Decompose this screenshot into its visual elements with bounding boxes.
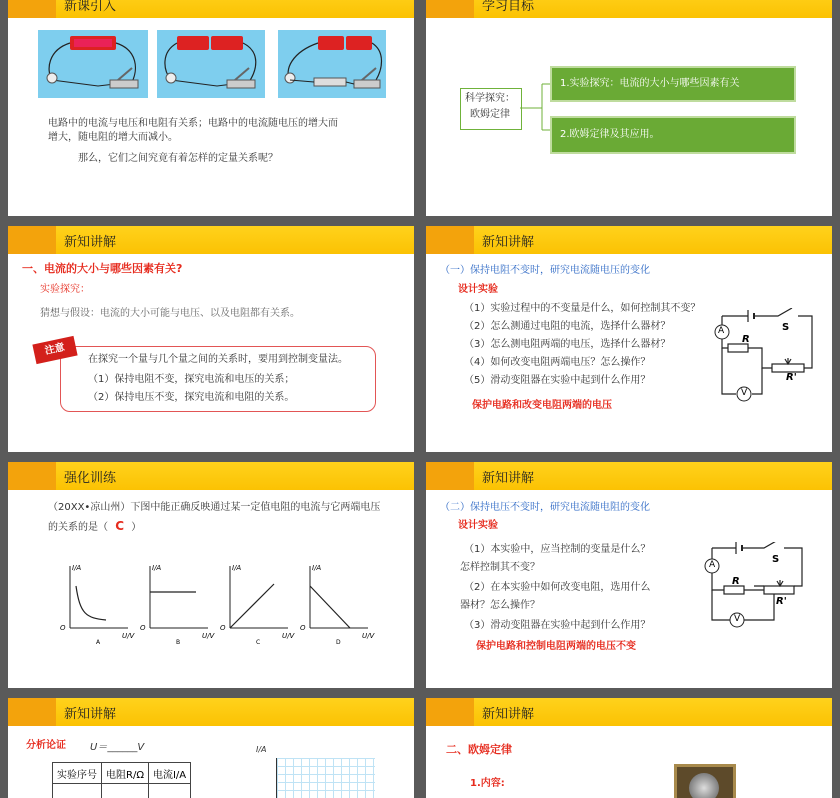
question-line-1: （20XX•凉山州）下图中能正确反映通过某一定值电阻的电流与它两端电压 [48,500,380,516]
table-cell [53,784,102,798]
slide-title: 强化训练 [64,467,116,486]
rheostat-label: R' [776,596,787,607]
graph-origin: O [140,624,146,632]
graph-y-label: I/A [232,564,241,572]
slide-header [426,226,832,254]
hypothesis-text: 猜想与假设：电流的大小可能与电压、以及电阻都有关系。 [40,306,300,322]
question-3: （3）怎么测电阻两端的电压，选择什么器材？ [464,337,670,353]
slide-title: 新知讲解 [482,703,534,722]
question-1: （1）实验过程中的不变量是什么，如何控制其不变？ [464,301,700,317]
question-4: （4）如何改变电阻两端电压？怎么操作？ [464,355,650,371]
question-2b: 器材？怎么操作？ [460,598,540,614]
circuit-photo-3 [278,30,386,98]
graph-grid [276,758,375,798]
slide-2[interactable] [426,0,832,216]
question-2a: （2）在本实验中如何改变电阻，选用什么 [464,580,650,596]
slide-6[interactable] [426,462,832,688]
header-tab [8,698,56,726]
graph-x-label: U/V [362,632,375,640]
table-cell [148,784,190,798]
circuit-photo-2 [157,30,265,98]
circuit-diagram [702,542,812,636]
circuit-photo-1-graphic [38,30,148,98]
question-1b: 怎样控制其不变？ [460,560,540,576]
graph-y-label: I/A [312,564,321,572]
intro-line-1: 电路中的电流与电压和电阻有关系；电路中的电流随电压的增大而 [48,116,338,132]
question-5: （5）滑动变阻器在实验中起到什么作用？ [464,373,650,389]
slide-header [426,698,832,726]
switch-label: S [772,554,779,565]
slide-header [8,698,414,726]
header-tab [426,462,474,490]
slide-header [426,462,832,490]
subsection-heading: （一）保持电阻不变时，研究电流随电压的变化 [440,263,650,279]
question-1a: （1）本实验中，应当控制的变量是什么？ [464,542,650,558]
circuit-photo-2-graphic [157,30,265,98]
design-label: 设计实验 [458,518,498,534]
graph-curve [230,584,274,628]
content-label: 1.内容: [470,776,505,792]
question-prefix: 的关系的是（ [48,522,108,533]
portrait-image [689,773,719,798]
graph-x-label: U/V [202,632,215,640]
slide-title: 新知讲解 [64,703,116,722]
question-2: （2）怎么测通过电阻的电流，选择什么器材？ [464,319,670,335]
header-tab [8,0,56,18]
slide-8[interactable] [426,698,832,798]
slide-title: 新知讲解 [64,231,116,250]
col-header-current: 电流I/A [148,763,190,784]
grid-y-label: I/A [256,742,267,758]
ammeter-label: A [718,326,724,336]
portrait-frame [674,764,736,798]
goal-center-label: 科学探究： 欧姆定律 [460,91,520,123]
slide-title: 新知讲解 [482,231,534,250]
goal-item-1: 1.实验探究：电流的大小与哪些因素有关 [550,66,796,102]
intro-question: 那么，它们之间究竟有着怎样的定量关系呢？ [78,151,278,167]
header-tab [8,226,56,254]
design-label: 设计实验 [458,282,498,298]
goal-item-2: 2.欧姆定律及其应用。 [550,116,796,154]
graph-x-label: U/V [122,632,135,640]
circuit-photo-3-graphic [278,30,386,98]
option-graphs [48,558,378,648]
slide-4[interactable] [426,226,832,452]
section-heading: 一、电流的大小与哪些因素有关? [22,261,182,277]
slide-header [8,0,414,18]
resistor-label: R [742,334,750,345]
graph-origin: O [220,624,226,632]
slide-title: 学习目标 [482,0,534,14]
question-line-2 [48,518,141,536]
graph-option-label: D [336,639,341,646]
voltage-equation: U＝______V [90,740,144,756]
table-cell [102,784,149,798]
graph-curve [76,586,106,620]
header-tab [426,226,474,254]
graph-origin: O [60,624,66,632]
slide-3[interactable] [8,226,414,452]
graph-option-label: A [96,639,101,646]
note-line-1: 在探究一个量与几个量之间的关系时，要用到控制变量法。 [88,352,348,368]
analysis-label: 分析论证 [26,738,66,754]
note-tag: 注意 [32,336,77,364]
header-tab [8,462,56,490]
note-line-2: （1）保持电阻不变，探究电流和电压的关系； [88,372,294,388]
question-3: （3）滑动变阻器在实验中起到什么作用？ [464,618,650,634]
switch-label: S [782,322,789,333]
slide-header [426,0,832,18]
voltmeter-label: V [734,614,740,624]
col-header-index: 实验序号 [53,763,102,784]
slide-1[interactable] [8,0,414,216]
question-suffix: ） [131,522,141,533]
section-heading: 二、欧姆定律 [446,742,512,758]
answer-letter: C [111,519,128,533]
graph-option-label: B [176,639,180,646]
circuit-diagram [708,308,818,402]
note-line-3: （2）保持电压不变，探究电流和电阻的关系。 [88,390,294,406]
ammeter-label: A [709,560,715,570]
slide-header [8,462,414,490]
graph-origin: O [300,624,306,632]
resistor-label: R [732,576,740,587]
experiment-label: 实验探究： [40,282,90,298]
circuit-photo-1 [38,30,148,98]
graph-y-label: I/A [152,564,161,572]
subsection-heading: （二）保持电压不变时，研究电流随电阻的变化 [440,500,650,516]
voltmeter-label: V [741,388,747,398]
graph-curve [310,586,350,628]
header-tab [426,698,474,726]
answer-text: 保护电路和改变电阻两端的电压 [472,398,612,414]
slide-header [8,226,414,254]
goal-connector [520,80,550,150]
graph-option-label: C [256,639,260,646]
intro-line-2: 增大，随电阻的增大而减小。 [48,130,178,146]
slide-title: 新知讲解 [482,467,534,486]
graph-x-label: U/V [282,632,295,640]
header-tab [426,0,474,18]
rheostat-label: R' [786,372,797,383]
slide-7[interactable] [8,698,414,798]
col-header-resistance: 电阻R/Ω [102,763,149,784]
answer-text: 保护电路和控制电阻两端的电压不变 [476,639,636,655]
graph-y-label: I/A [72,564,81,572]
data-table [52,762,191,798]
slide-title: 新课引入 [64,0,116,14]
slide-5[interactable] [8,462,414,688]
